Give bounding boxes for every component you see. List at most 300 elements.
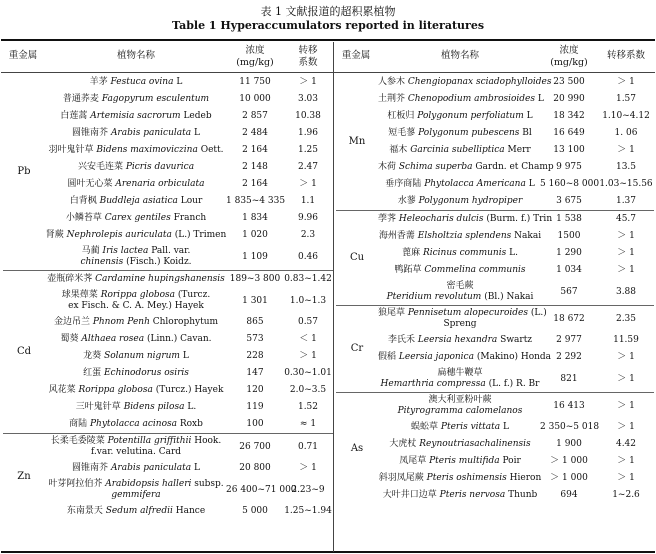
table-row — [44, 142, 228, 159]
table-row — [44, 288, 228, 314]
plant-name-scientific: Phnom Penh — [92, 317, 150, 327]
plant-name-zh: 土荆芥 — [378, 94, 406, 104]
header-conc-unit-left: (mg/kg) — [236, 57, 274, 68]
concentration-value: 100 — [246, 419, 264, 429]
plant-name-scientific: Polygonum pubescens — [418, 128, 520, 138]
transfer-coefficient-value: ＜ 1 — [299, 334, 317, 344]
plant-name-zh: 荸荠 — [378, 214, 397, 224]
plant-name-zh: 蓖麻 — [402, 248, 421, 258]
plant-name-authority: Roxb — [179, 419, 203, 429]
plant-name-authority-cont: (Bl.) Nakai — [484, 292, 534, 302]
plant-name-scientific: Pteris multifida — [429, 456, 500, 466]
plant-name-authority: (Linn.) Cavan. — [146, 334, 212, 344]
plant-name-scientific: Pennisetum alopecuroides — [407, 308, 528, 318]
plant-name-zh: 蜀葵 — [60, 334, 79, 344]
plant-name-authority: Merr — [507, 145, 531, 155]
table-row — [378, 366, 542, 392]
plant-name-scientific: Rorippa globosa — [100, 290, 176, 300]
concentration-value: 1 835~4 335 — [226, 196, 286, 206]
plant-name-authority: Gardn. et Champ — [475, 162, 554, 172]
plant-name-scientific: Commelina communis — [424, 265, 526, 275]
header-tf-right: 转移系数 — [606, 50, 645, 61]
plant-name-authority: Oett. — [200, 145, 224, 155]
plant-name-scientific: Echinodorus osiris — [103, 368, 189, 378]
plant-name-zh: 垂序商陆 — [385, 179, 422, 189]
transfer-coefficient-value: 0.83~1.42 — [284, 274, 332, 284]
concentration-value: 18 672 — [553, 313, 585, 324]
plant-name-authority-cont: (L. f.) R. Br — [488, 379, 540, 389]
concentration-value: 1 020 — [242, 230, 268, 240]
plant-name-zh: 兴安毛连菜 — [77, 162, 123, 172]
table-row — [378, 142, 542, 159]
transfer-coefficient-value: 1.0~1.3 — [289, 295, 327, 306]
concentration-value: 16 413 — [553, 400, 585, 411]
plant-name-authority: L — [526, 111, 533, 121]
transfer-coefficient-value: ＞ 1 — [617, 400, 635, 411]
transfer-coefficient-value: 1.25~1.94 — [284, 506, 332, 516]
plant-name-authority: (Burm. f.) Trin — [486, 214, 553, 224]
table-row — [44, 331, 228, 348]
plant-name-authority-cont: f.var. velutina. Card — [90, 447, 182, 457]
transfer-coefficient-value: ＞ 1 — [617, 422, 635, 432]
concentration-value: 3 675 — [556, 196, 582, 206]
plant-name-zh: 商陆 — [69, 419, 88, 429]
table-row — [44, 503, 228, 520]
table-row — [378, 193, 542, 210]
plant-name-scientific: Leersia hexandra — [417, 335, 498, 345]
table-row — [378, 349, 552, 366]
plant-name-scientific: Sedum alfredii — [105, 506, 173, 516]
plant-name-authority: Pall. var. — [151, 246, 191, 256]
plant-name-scientific: Cardamine hupingshanensis — [95, 274, 225, 284]
concentration-value: 5 160~8 000 — [540, 179, 600, 189]
metal-group-label: As — [350, 442, 364, 454]
header-tf2-left: 系数 — [298, 57, 318, 68]
plant-name-zh: 马蔺 — [81, 246, 100, 256]
transfer-coefficient-value: 0.57 — [297, 317, 319, 327]
plant-name-zh: 木荷 — [378, 162, 397, 172]
concentration-value: 567 — [560, 286, 578, 297]
transfer-coefficient-value: ＞ 1 — [299, 463, 317, 473]
plant-name-scientific: Schima superba — [398, 162, 473, 172]
table-row — [378, 176, 542, 193]
concentration-value: 865 — [246, 317, 264, 327]
plant-name-authority: L — [193, 128, 200, 138]
table-row — [378, 306, 547, 332]
plant-name-authority: Thunb — [508, 490, 538, 500]
plant-name-zh: 叶芽阿拉伯芥 — [48, 479, 103, 489]
table-row — [44, 176, 228, 193]
table-row — [44, 382, 228, 399]
concentration-value: 228 — [246, 351, 264, 361]
transfer-coefficient-value: 1.1 — [300, 196, 316, 206]
transfer-coefficient-value: ＞ 1 — [617, 373, 635, 384]
concentration-value: 18 342 — [553, 111, 585, 121]
transfer-coefficient-value: 3.03 — [297, 94, 319, 104]
plant-name-zh: 球果蔊菜 — [61, 290, 98, 300]
plant-name-zh: 人参木 — [378, 77, 406, 87]
transfer-coefficient-value: ＞ 1 — [617, 248, 635, 258]
table-row — [378, 470, 542, 487]
plant-name-scientific: Pteris oshimensis — [426, 473, 507, 483]
table-row — [378, 74, 552, 91]
table-row — [378, 159, 554, 176]
header-tf-left: 转移 — [298, 45, 318, 56]
plant-name-authority: (Makino) Honda — [476, 352, 552, 362]
table-row — [44, 460, 228, 477]
plant-name-zh: 金边吊兰 — [53, 317, 90, 327]
header-conc-unit-right: (mg/kg) — [550, 57, 588, 68]
plant-name-zh: 大虎杖 — [389, 439, 417, 449]
transfer-coefficient-value: 1.25 — [297, 145, 319, 155]
table-row — [44, 74, 228, 91]
transfer-coefficient-value: 11.59 — [613, 335, 639, 345]
concentration-value: 26 700 — [239, 441, 271, 452]
plant-name-authority-cont: ex Fisch. & C. A. Mey.) Hayek — [68, 301, 204, 311]
plant-name-scientific: Pteris vittata — [440, 422, 501, 432]
plant-name-zh: 斜羽凤尾蕨 — [378, 473, 424, 483]
plant-name-authority: L — [502, 422, 509, 432]
table-row — [44, 477, 228, 503]
plant-name-scientific: Ricinus communis — [422, 248, 507, 258]
concentration-value: 11 750 — [239, 77, 271, 87]
concentration-value: 2 350~5 018 — [540, 422, 600, 432]
plant-name-scientific: Buddleja asiatica — [99, 196, 178, 206]
table-row — [44, 416, 228, 433]
transfer-coefficient-value: 2.23~9 — [291, 484, 325, 495]
table-row — [44, 434, 228, 460]
concentration-value: 1 538 — [556, 214, 582, 224]
plant-name-zh: 福木 — [389, 145, 408, 155]
center-divider — [333, 42, 334, 552]
plant-name-scientific: Solanum nigrum — [104, 351, 180, 361]
plant-name-authority: L — [528, 179, 535, 189]
plant-name-zh: 长柔毛委陵菜 — [50, 436, 105, 446]
plant-name-scientific-cont: Hemarthria compressa — [380, 379, 486, 389]
transfer-coefficient-value: 10.38 — [295, 111, 321, 121]
concentration-value: 1 301 — [242, 295, 268, 306]
table-row — [378, 487, 542, 504]
table-row — [378, 108, 542, 125]
transfer-coefficient-value: ＞ 1 — [299, 351, 317, 361]
plant-name-zh: 羊茅 — [89, 77, 108, 87]
header-plant-right: 植物名称 — [440, 50, 479, 61]
concentration-value: ＞ 1 000 — [550, 473, 588, 483]
concentration-value: 1 109 — [242, 251, 268, 262]
plant-name-scientific: Artemisia sacrorum — [90, 111, 181, 121]
table-row — [378, 453, 542, 470]
plant-name-scientific: Phytolacca acinosa — [89, 419, 177, 429]
plant-name-zh: 龙葵 — [83, 351, 102, 361]
plant-name-authority-cont: Spreng — [443, 319, 477, 329]
plant-name-zh: 圆叶无心菜 — [67, 179, 113, 189]
transfer-coefficient-value: ＞ 1 — [299, 179, 317, 189]
plant-name-authority: (L.) — [530, 308, 547, 318]
transfer-coefficient-value: ＞ 1 — [617, 265, 635, 275]
transfer-coefficient-value: ≈ 1 — [299, 419, 317, 429]
table-row — [44, 314, 228, 331]
transfer-coefficient-value: 1.03~15.56 — [599, 179, 653, 189]
plant-name-scientific-cont: Pteridium revolutum — [386, 292, 482, 302]
plant-name-scientific: Elsholtzia splendens — [417, 231, 512, 241]
plant-name-scientific: Bidens maximoviczina — [96, 145, 198, 155]
table-row — [378, 245, 542, 262]
metal-group-label: Cr — [350, 343, 364, 354]
concentration-value: 2 857 — [242, 111, 268, 121]
plant-name-authority: Poir — [502, 456, 521, 466]
plant-name-scientific: Althaea rosea — [81, 334, 145, 344]
plant-name-authority: L. — [509, 248, 518, 258]
transfer-coefficient-value: ＞ 1 — [617, 231, 635, 241]
table-row — [378, 211, 553, 228]
plant-name-scientific-cont: chinensis — [80, 257, 124, 267]
plant-name-zh: 杠板归 — [387, 111, 415, 121]
plant-name-scientific: Iris lactea — [102, 246, 149, 256]
concentration-value: 2 977 — [556, 335, 582, 345]
transfer-coefficient-value: 2.35 — [615, 313, 637, 324]
concentration-value: 2 148 — [242, 162, 268, 172]
table-row — [44, 210, 228, 227]
plant-name-zh: 普通荞麦 — [62, 94, 99, 104]
plant-name-scientific: Carex gentiles — [104, 213, 171, 223]
bottom-rule — [1, 551, 655, 553]
metal-group-label: Mn — [348, 136, 366, 147]
concentration-value: 1 900 — [556, 439, 582, 449]
plant-name-authority: (L.) Trimen — [174, 230, 227, 240]
plant-name-authority-cont: (Fisch.) Koidz. — [126, 257, 192, 267]
plant-name-scientific-cont: Pityrogramma calomelanos — [397, 406, 523, 416]
concentration-value: 2 484 — [242, 128, 268, 138]
plant-name-zh: 圆锥南芥 — [72, 128, 109, 138]
concentration-value: ＞ 1 000 — [550, 456, 588, 466]
plant-name-authority: subsp. — [194, 479, 224, 489]
plant-name-zh: 扁穗牛鞭草 — [437, 368, 483, 378]
table-row — [44, 365, 228, 382]
table-row — [378, 332, 542, 349]
concentration-value: 2 164 — [242, 179, 268, 189]
transfer-coefficient-value: 9.96 — [297, 213, 319, 223]
transfer-coefficient-value: 45.7 — [615, 214, 637, 224]
plant-name-scientific: Chenopodium ambrosioides — [407, 94, 536, 104]
concentration-value: 20 800 — [239, 463, 271, 473]
transfer-coefficient-value: 0.46 — [297, 251, 319, 262]
transfer-coefficient-value: 1.37 — [615, 196, 637, 206]
concentration-value: 16 649 — [553, 128, 585, 138]
table-row — [378, 279, 542, 305]
plant-name-scientific: Pteris nervosa — [439, 490, 506, 500]
table-row — [44, 399, 228, 416]
transfer-coefficient-value: 0.30~1.01 — [284, 368, 332, 378]
plant-name-authority: L. — [187, 402, 197, 412]
plant-name-scientific: Phytolacca Americana — [424, 179, 526, 189]
plant-name-authority: Hieron — [509, 473, 542, 483]
table-caption-zh: 表 1 文献报道的超积累植物 — [260, 5, 396, 18]
plant-name-scientific: Polygonum hydropiper — [418, 196, 523, 206]
plant-name-zh: 狼尾草 — [378, 308, 406, 318]
plant-name-zh: 澳大利亚粉叶蕨 — [428, 395, 492, 405]
plant-name-zh: 凤尾草 — [399, 456, 427, 466]
transfer-coefficient-value: 3.88 — [615, 286, 637, 297]
concentration-value: 189~3 800 — [229, 274, 281, 284]
concentration-value: 1 834 — [242, 213, 268, 223]
plant-name-authority: L — [537, 94, 544, 104]
plant-name-authority: Lour — [180, 196, 203, 206]
table-row — [44, 271, 228, 288]
plant-name-zh: 密毛蕨 — [446, 281, 474, 291]
table-row — [44, 159, 228, 176]
transfer-coefficient-value: 1.96 — [297, 128, 319, 138]
transfer-coefficient-value: 1.57 — [615, 94, 637, 104]
plant-name-authority: Ledeb — [183, 111, 212, 121]
table-row — [44, 348, 228, 365]
transfer-coefficient-value: 13.5 — [615, 162, 637, 172]
plant-name-scientific: Arabis paniculata — [110, 128, 192, 138]
plant-name-scientific: Heleocharis dulcis — [398, 214, 484, 224]
table-row — [44, 91, 228, 108]
plant-name-authority: Hance — [175, 506, 206, 516]
transfer-coefficient-value: ＞ 1 — [617, 145, 635, 155]
plant-name-zh: 鸭跖草 — [394, 265, 422, 275]
plant-name-scientific: Fagopyrum esculentum — [101, 94, 210, 104]
table-caption-en: Table 1 Hyperaccumulators reported in literatures — [171, 19, 485, 32]
plant-name-scientific-cont: gemmifera — [111, 490, 161, 500]
table-row — [378, 419, 542, 436]
plant-name-zh: 假稻 — [378, 352, 397, 362]
header-plant-left: 植物名称 — [116, 50, 155, 61]
plant-name-zh: 东南景天 — [66, 506, 103, 516]
plant-name-zh: 羽叶鬼针草 — [48, 145, 94, 155]
table-row — [44, 193, 228, 210]
concentration-value: 5 000 — [242, 506, 268, 516]
plant-name-scientific: Nephrolepis auriculata — [66, 230, 172, 240]
plant-name-authority: L — [193, 463, 200, 473]
header-metal-right: 重金属 — [341, 50, 371, 61]
transfer-coefficient-value: 2.0~3.5 — [289, 385, 327, 395]
transfer-coefficient-value: 1~2.6 — [612, 490, 640, 500]
plant-name-zh: 大叶井口边草 — [382, 490, 437, 500]
concentration-value: 13 100 — [553, 145, 585, 155]
plant-name-authority: Nakai — [514, 231, 542, 241]
concentration-value: 120 — [246, 385, 264, 395]
plant-name-zh: 圆锥南芥 — [72, 463, 109, 473]
plant-name-authority: (Turcz. — [177, 290, 211, 300]
metal-group-label: Pb — [17, 166, 31, 177]
concentration-value: 2 164 — [242, 145, 268, 155]
table-row — [378, 393, 542, 419]
transfer-coefficient-value: 0.71 — [297, 441, 319, 452]
plant-name-scientific: Arabis paniculata — [110, 463, 192, 473]
concentration-value: 821 — [560, 373, 578, 384]
plant-name-scientific: Polygonum perfoliatum — [417, 111, 524, 121]
concentration-value: 23 500 — [553, 77, 585, 87]
table-row — [44, 244, 228, 270]
table-row — [44, 227, 228, 244]
concentration-value: 10 000 — [239, 94, 271, 104]
plant-name-authority: Bl — [522, 128, 532, 138]
header-conc-left: 浓度 — [245, 45, 265, 56]
concentration-value: 1 034 — [556, 265, 582, 275]
metal-group-label: Cu — [349, 252, 365, 263]
plant-name-scientific: Picris davurica — [125, 162, 195, 172]
concentration-value: 26 400~71 000 — [226, 484, 297, 495]
concentration-value: 694 — [560, 490, 578, 500]
transfer-coefficient-value: 2.3 — [300, 230, 316, 240]
transfer-coefficient-value: 1.10~4.12 — [602, 111, 650, 121]
transfer-coefficient-value: 2.47 — [297, 162, 319, 172]
plant-name-scientific: Rorippa globosa — [78, 385, 153, 395]
plant-name-zh: 红蛋 — [83, 368, 102, 378]
top-rule — [1, 39, 655, 41]
table-row — [378, 228, 542, 245]
plant-name-authority: Chlorophytum — [152, 317, 219, 327]
plant-name-scientific: Garcinia subelliptica — [410, 145, 505, 155]
concentration-value: 20 990 — [553, 94, 585, 104]
plant-name-zh: 海州香薷 — [378, 231, 415, 241]
plant-name-scientific: Arenaria orbiculata — [115, 179, 205, 189]
plant-name-zh: 风花菜 — [48, 385, 76, 395]
table-row — [378, 125, 542, 142]
plant-name-scientific: Reynoutriasachalinensis — [419, 439, 531, 449]
transfer-coefficient-value: 4.42 — [615, 439, 637, 449]
plant-name-scientific: Potentilla griffithii — [107, 436, 192, 446]
plant-name-zh: 蜈蚣草 — [411, 422, 439, 432]
transfer-coefficient-value: ＞ 1 — [617, 473, 635, 483]
concentration-value: 9 975 — [556, 162, 582, 172]
plant-name-scientific: Festuca ovina — [110, 77, 174, 87]
concentration-value: 1500 — [557, 231, 581, 241]
metal-group-label: Zn — [17, 471, 31, 482]
plant-name-authority: Swartz — [500, 335, 533, 345]
plant-name-scientific: Arabidopsis halleri — [105, 479, 192, 489]
header-rule — [1, 72, 655, 73]
plant-name-scientific: Leersia japonica — [398, 352, 474, 362]
plant-name-authority: Franch — [173, 213, 207, 223]
transfer-coefficient-value: ＞ 1 — [617, 77, 635, 87]
transfer-coefficient-value: 1. 06 — [614, 128, 638, 138]
plant-name-scientific: Bidens pilosa — [123, 402, 185, 412]
header-metal-left: 重金属 — [8, 50, 38, 61]
table-row — [44, 108, 228, 125]
concentration-value: 1 290 — [556, 248, 582, 258]
plant-name-zh: 白莲蒿 — [60, 111, 88, 121]
plant-name-zh: 白背枫 — [69, 196, 97, 206]
plant-name-authority: Hook. — [194, 436, 222, 446]
metal-group-label: Cd — [16, 346, 32, 357]
transfer-coefficient-value: ＞ 1 — [617, 352, 635, 362]
plant-name-scientific: Chengiopanax sciadophylloides — [407, 77, 552, 87]
plant-name-zh: 肾蕨 — [45, 230, 64, 240]
transfer-coefficient-value: ＞ 1 — [617, 456, 635, 466]
transfer-coefficient-value: 1.52 — [297, 402, 319, 412]
plant-name-zh: 壶瓶碎米荠 — [47, 274, 93, 284]
plant-name-zh: 短毛蓼 — [388, 128, 416, 138]
table-row — [44, 125, 228, 142]
transfer-coefficient-value: ＞ 1 — [299, 77, 317, 87]
table-row — [378, 436, 542, 453]
plant-name-zh: 李氏禾 — [387, 335, 415, 345]
plant-name-zh: 三叶鬼针草 — [75, 402, 121, 412]
concentration-value: 573 — [246, 334, 264, 344]
plant-name-zh: 小鳞苔草 — [65, 213, 102, 223]
concentration-value: 119 — [246, 402, 264, 412]
plant-name-zh: 水蓼 — [397, 196, 416, 206]
table-row — [378, 91, 542, 108]
plant-name-authority: (Turcz.) Hayek — [155, 385, 224, 395]
header-conc-right: 浓度 — [559, 45, 579, 56]
plant-name-authority: L — [182, 351, 189, 361]
plant-name-authority: L — [176, 77, 183, 87]
table-row — [378, 262, 542, 279]
